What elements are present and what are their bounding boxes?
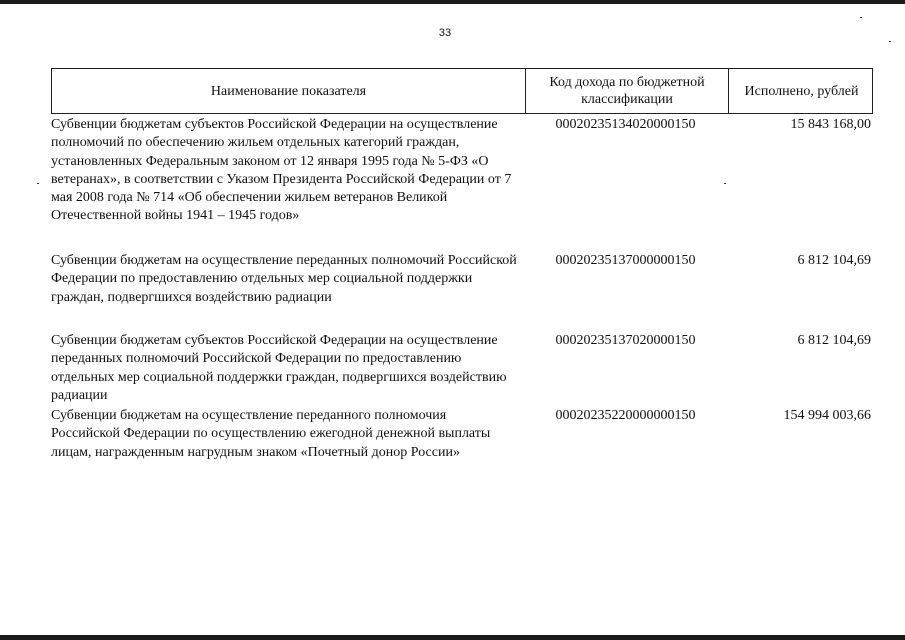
row-name: Субвенции бюджетам субъектов Российской Федерации на осуществление полномочий по обеспечению жильем отдельных категорий граждан, установленных Федеральным законом от 12 января 1995 года № 5-ФЗ «О ветеранах», в соответствии с Указом Президента Российской Федерации от 7 мая 2008 года № 714 «Об обеспечении жильем ветеранов Великой Отечественной войны 1941 – 1945 годов»	[51, 117, 512, 224]
header-amount: Исполнено, рублей	[728, 69, 874, 113]
scan-speck	[37, 183, 39, 184]
table-row	[51, 252, 873, 332]
row-code: 00020235220000000150	[555, 408, 696, 423]
header-income-code: Код дохода по бюджетной классификации	[525, 69, 728, 113]
row-code: 00020235134020000150	[555, 117, 696, 132]
scan-bottom-edge	[0, 635, 905, 640]
scan-speck	[860, 17, 862, 18]
row-amount: 6 812 104,69	[797, 333, 871, 348]
row-amount: 154 994 003,66	[783, 408, 871, 423]
header-indicator-name: Наименование показателя	[210, 83, 367, 99]
scan-speck	[889, 41, 891, 42]
row-name: Субвенции бюджетам на осуществление переданных полномочий Российской Федерации по предоставлению отдельных мер социальной поддержки граждан, подвергшихся воздействию радиации	[51, 253, 517, 305]
table-row	[51, 332, 873, 407]
row-amount: 15 843 168,00	[790, 117, 871, 132]
table-row	[51, 116, 873, 252]
table-row	[51, 407, 873, 487]
row-code: 00020235137020000150	[555, 333, 696, 348]
row-code: 00020235137000000150	[555, 253, 696, 268]
revenue-table	[51, 68, 873, 487]
row-name: Субвенции бюджетам субъектов Российской Федерации на осуществление переданных полномочий Российской Федерации по предоставлению отдельных мер социальной поддержки граждан, подвергшихся воздействию радиации	[51, 333, 507, 403]
page-number: 33	[438, 27, 452, 39]
scan-top-edge	[0, 0, 905, 4]
row-name: Субвенции бюджетам на осуществление переданного полномочия Российской Федерации по осуществлению ежегодной денежной выплаты лицам, награжденным нагрудным знаком «Почетный донор России»	[51, 408, 491, 460]
table-header	[51, 68, 873, 114]
row-amount: 6 812 104,69	[797, 253, 871, 268]
